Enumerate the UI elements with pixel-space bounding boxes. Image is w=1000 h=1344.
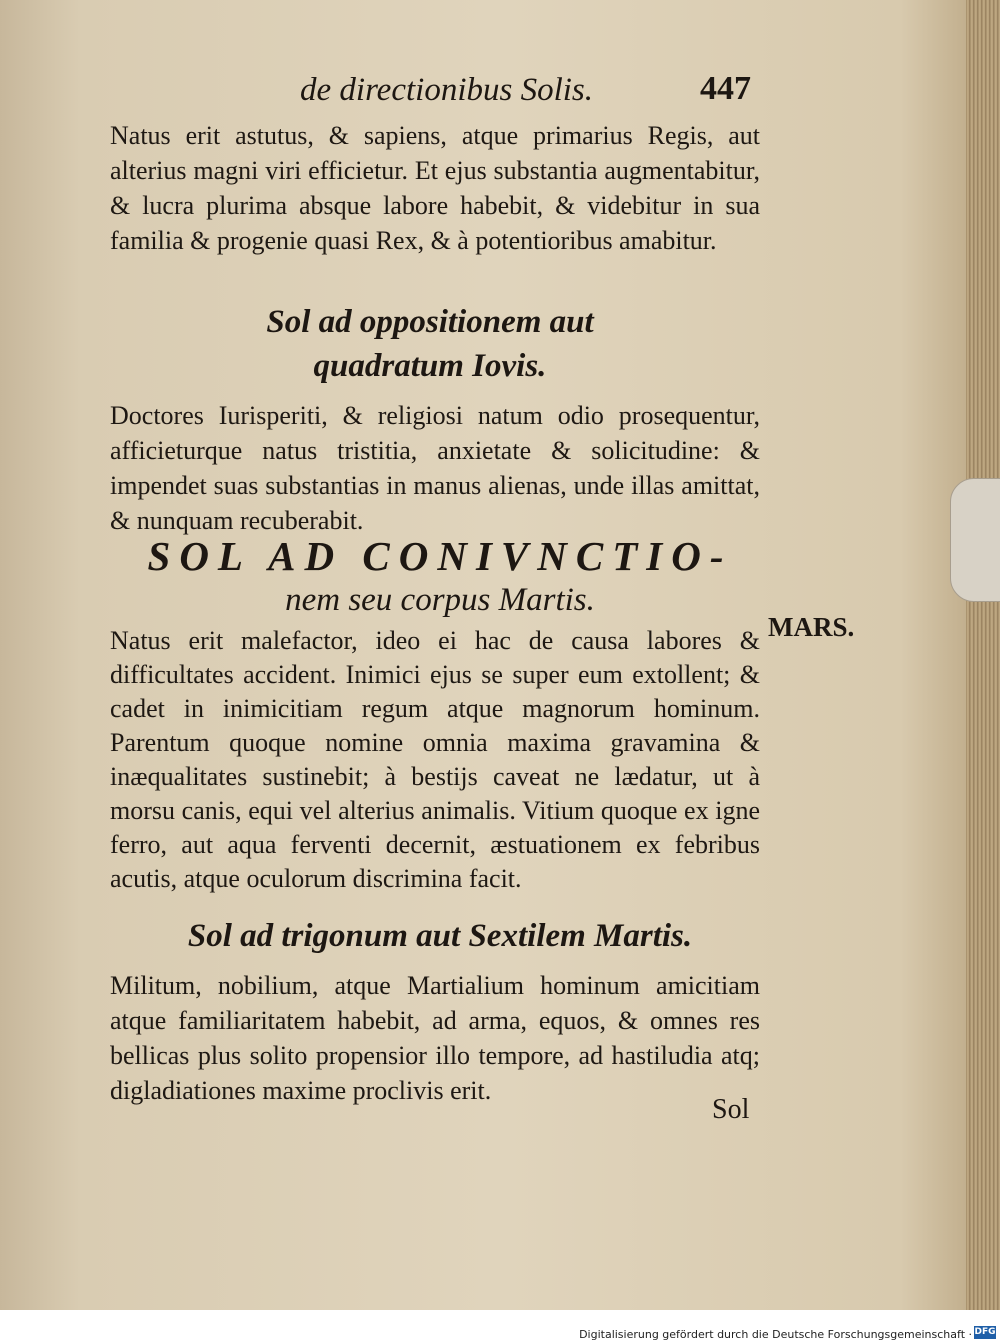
footer-credit: Digitalisierung gefördert durch die Deutsche Forschungsgemeinschaft · — [579, 1328, 972, 1341]
page-number: 447 — [700, 70, 751, 107]
book-page-edges — [966, 0, 1000, 1310]
paragraph-4: Militum, nobilium, atque Martialium hominum amicitiam atque familiaritatem habebit, ad arma, equos, & omnes res bellicas plus solito propensior illo tempore, ad hastiludia atq; digladiationes maxime proclivis erit. — [110, 971, 760, 1105]
heading-sol-coniunctio: SOL AD CONIVNCTIO- — [147, 533, 733, 579]
subheading-corpus-martis: nem seu corpus Martis. — [285, 582, 595, 618]
heading-sol-trigonum-martis: Sol ad trigonum aut Sextilem Martis. — [187, 918, 693, 954]
paragraph-1: Natus erit astutus, & sapiens, atque primarius Regis, aut alterius magni viri efficietur. Et ejus substantia augmentabitur, & lucra plurima absque labore habebit, & videbitur in sua familia & progenie quasi Rex, & à potentioribus amabitur. — [110, 121, 760, 255]
paragraph-2: Doctores Iurisperiti, & religiosi natum odio prosequentur, afficieturque natus tristitia, anxietate & solicitudine: & impendet suas substantias in manus alienas, unde illas amittat, & nunquam recuberabit. — [110, 401, 760, 535]
running-head: de directionibus Solis. — [300, 72, 594, 108]
marginal-note: MARS. — [768, 612, 855, 642]
catchword: Sol — [712, 1094, 750, 1125]
page-clip — [950, 478, 1000, 602]
paragraph-3: Natus erit malefactor, ideo ei hac de causa labores & difficultates accident. Inimici ejus se super eum extollent; & cadet in inimicitiam regum atque magnorum hominum. Parentum quoque nomine omnia maxima gravamina & inæqualitates sustinebit; à bestijs caveat ne lædatur, ut à morsu canis, equi vel alterius animalis. Vitium quoque ex igne ferro, aut aqua ferventi decernit, æstuationem ex febribus acutis, atque oculorum discrimina facit. — [110, 626, 760, 893]
dfg-logo-icon: DFG — [974, 1327, 996, 1337]
heading-sol-oppositionem-iovis: Sol ad oppositionem aut quadratum Iovis. — [266, 304, 594, 384]
